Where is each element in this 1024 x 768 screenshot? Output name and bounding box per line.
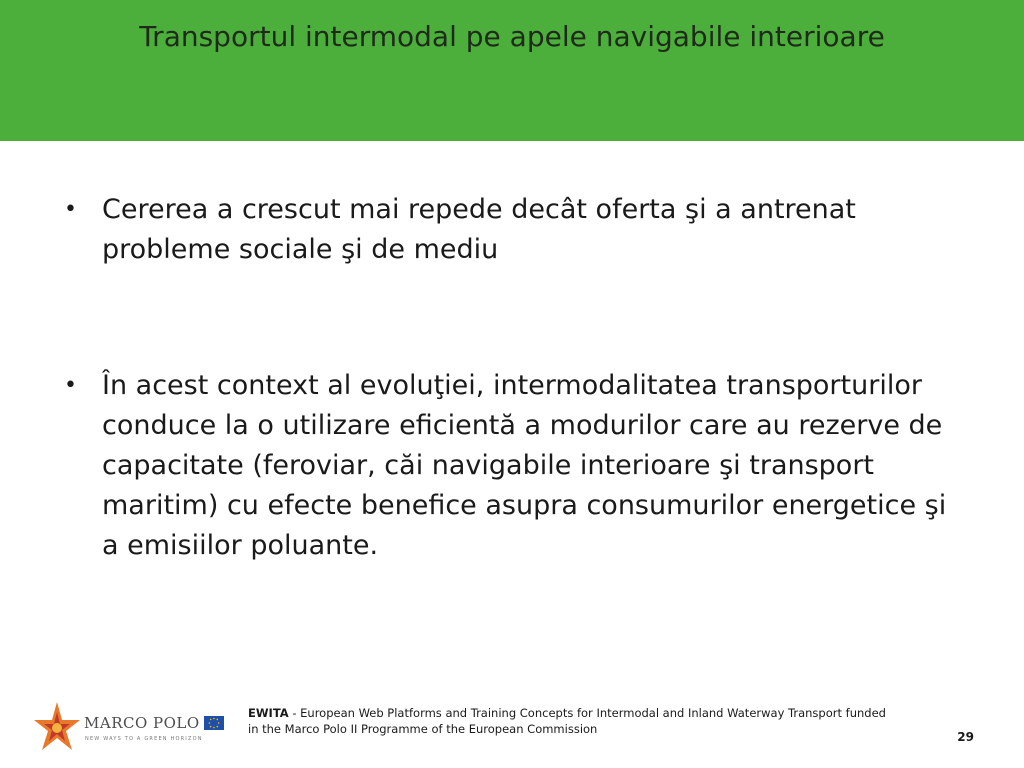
title-bar [0, 0, 1024, 141]
bullet-list [58, 190, 968, 566]
footer [0, 690, 1024, 768]
eu-flag-icon [204, 716, 224, 730]
marco-polo-logo [32, 700, 232, 756]
slide-title: Transportul intermodal pe apele navigabile interioare [139, 20, 885, 53]
logo-text: MARCO POLO [84, 714, 200, 732]
footer-credit [248, 705, 888, 737]
logo-tagline: NEW WAYS TO A GREEN HORIZON [85, 736, 203, 742]
page-number: 29 [957, 730, 974, 744]
project-name: EWITA [248, 706, 289, 720]
project-description: European Web Platforms and Training Concepts for Intermodal and Inland Waterway Transport funded in the Marco Polo II Programme of the European Commission [248, 706, 886, 736]
bullet-marker: • [64, 197, 77, 222]
star-icon [32, 700, 82, 756]
bullet-text: În acest context al evoluţiei, intermodalitatea transporturilor conduce la o utilizare eficientă a modurilor care au rezerve de capacitate (feroviar, căi navigabile interioare şi transport maritim) cu efecte benefice asupra consumurilor energetice şi a emisiilor poluante. [102, 370, 947, 561]
bullet-text: Cererea a crescut mai repede decât oferta şi a antrenat probleme sociale şi de mediu [102, 194, 856, 265]
bullet-item [58, 190, 968, 270]
project-separator: - [288, 706, 301, 720]
bullet-marker: • [64, 373, 77, 398]
bullet-item [58, 366, 968, 566]
